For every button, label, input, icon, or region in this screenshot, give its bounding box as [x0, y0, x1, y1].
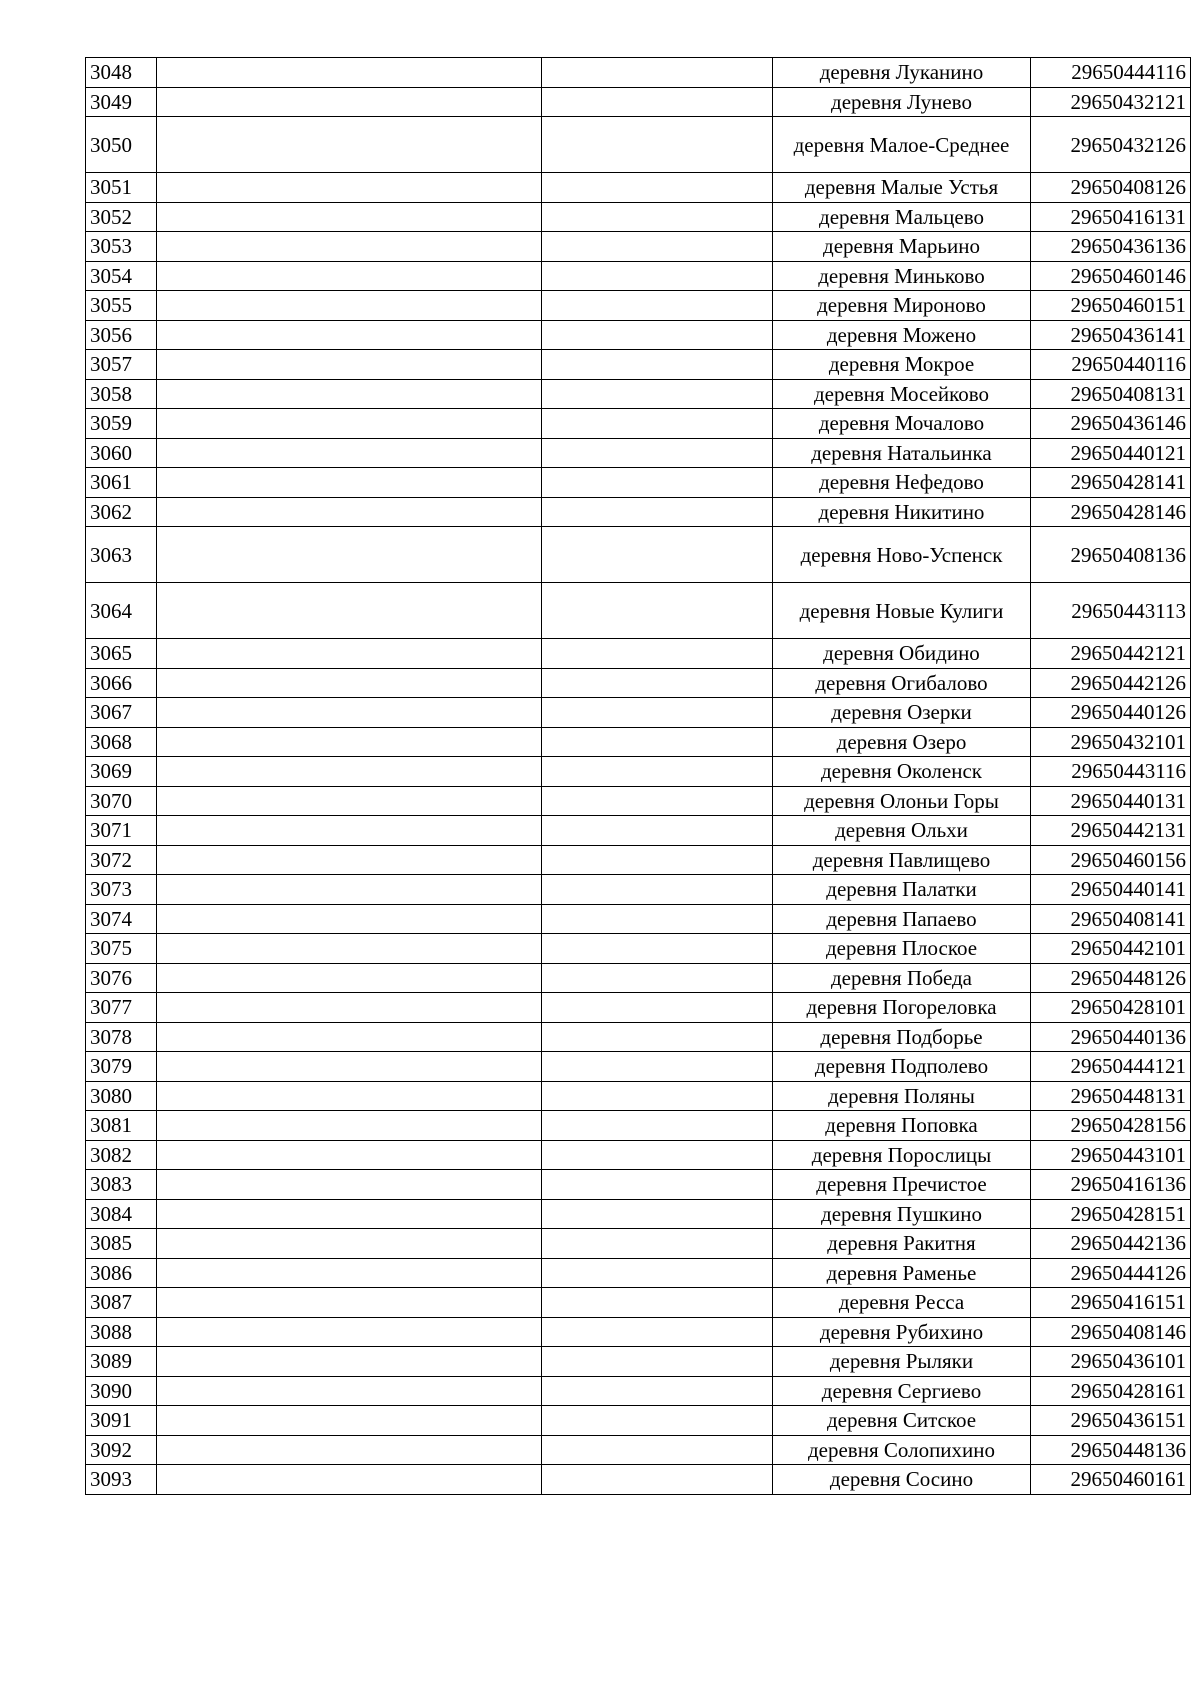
empty-cell [542, 438, 773, 468]
empty-cell [542, 1435, 773, 1465]
oktmo-code-cell: 29650440131 [1031, 786, 1191, 816]
table-row [86, 1317, 1191, 1347]
settlement-name-cell: деревня Малое-Среднее [773, 117, 1031, 173]
empty-cell [542, 350, 773, 380]
empty-cell [157, 1199, 542, 1229]
registry-table-body [86, 58, 1191, 1495]
settlement-name-cell: деревня Подборье [773, 1022, 1031, 1052]
empty-cell [157, 261, 542, 291]
oktmo-code-cell: 29650444121 [1031, 1052, 1191, 1082]
row-number-cell: 3066 [86, 668, 157, 698]
empty-cell [542, 173, 773, 203]
oktmo-code-cell: 29650443116 [1031, 757, 1191, 787]
row-number-cell: 3068 [86, 727, 157, 757]
table-row [86, 173, 1191, 203]
oktmo-code-cell: 29650432121 [1031, 87, 1191, 117]
empty-cell [157, 583, 542, 639]
oktmo-code-cell: 29650408141 [1031, 904, 1191, 934]
table-row [86, 786, 1191, 816]
settlement-name-cell: деревня Луканино [773, 58, 1031, 88]
row-number-cell: 3073 [86, 875, 157, 905]
empty-cell [542, 261, 773, 291]
row-number-cell: 3063 [86, 527, 157, 583]
table-row [86, 639, 1191, 669]
oktmo-code-cell: 29650408126 [1031, 173, 1191, 203]
table-row [86, 757, 1191, 787]
settlement-name-cell: деревня Огибалово [773, 668, 1031, 698]
row-number-cell: 3076 [86, 963, 157, 993]
settlement-name-cell: деревня Мокрое [773, 350, 1031, 380]
settlement-name-cell: деревня Рыляки [773, 1347, 1031, 1377]
empty-cell [542, 757, 773, 787]
row-number-cell: 3079 [86, 1052, 157, 1082]
row-number-cell: 3061 [86, 468, 157, 498]
table-row [86, 1288, 1191, 1318]
empty-cell [157, 497, 542, 527]
settlement-name-cell: деревня Подполево [773, 1052, 1031, 1082]
row-number-cell: 3081 [86, 1111, 157, 1141]
settlement-name-cell: деревня Пречистое [773, 1170, 1031, 1200]
oktmo-code-cell: 29650436141 [1031, 320, 1191, 350]
empty-cell [542, 668, 773, 698]
empty-cell [157, 934, 542, 964]
row-number-cell: 3085 [86, 1229, 157, 1259]
oktmo-code-cell: 29650440116 [1031, 350, 1191, 380]
empty-cell [542, 1140, 773, 1170]
empty-cell [542, 845, 773, 875]
oktmo-code-cell: 29650428141 [1031, 468, 1191, 498]
row-number-cell: 3078 [86, 1022, 157, 1052]
oktmo-code-cell: 29650428161 [1031, 1376, 1191, 1406]
row-number-cell: 3067 [86, 698, 157, 728]
oktmo-code-cell: 29650460151 [1031, 291, 1191, 321]
empty-cell [157, 468, 542, 498]
table-row [86, 816, 1191, 846]
oktmo-code-cell: 29650436151 [1031, 1406, 1191, 1436]
settlement-name-cell: деревня Марьино [773, 232, 1031, 262]
settlement-name-cell: деревня Пушкино [773, 1199, 1031, 1229]
table-row [86, 1465, 1191, 1495]
empty-cell [157, 1052, 542, 1082]
row-number-cell: 3082 [86, 1140, 157, 1170]
empty-cell [542, 1347, 773, 1377]
empty-cell [542, 1317, 773, 1347]
empty-cell [542, 409, 773, 439]
settlement-name-cell: деревня Мироново [773, 291, 1031, 321]
row-number-cell: 3071 [86, 816, 157, 846]
empty-cell [542, 934, 773, 964]
oktmo-code-cell: 29650432101 [1031, 727, 1191, 757]
settlement-name-cell: деревня Плоское [773, 934, 1031, 964]
table-row [86, 1140, 1191, 1170]
oktmo-code-cell: 29650436146 [1031, 409, 1191, 439]
empty-cell [542, 1376, 773, 1406]
row-number-cell: 3087 [86, 1288, 157, 1318]
oktmo-code-cell: 29650448131 [1031, 1081, 1191, 1111]
table-row [86, 350, 1191, 380]
empty-cell [157, 639, 542, 669]
settlement-name-cell: деревня Папаево [773, 904, 1031, 934]
empty-cell [542, 963, 773, 993]
empty-cell [157, 202, 542, 232]
settlement-name-cell: деревня Никитино [773, 497, 1031, 527]
row-number-cell: 3092 [86, 1435, 157, 1465]
row-number-cell: 3050 [86, 117, 157, 173]
row-number-cell: 3060 [86, 438, 157, 468]
settlement-name-cell: деревня Натальинка [773, 438, 1031, 468]
table-row [86, 698, 1191, 728]
empty-cell [542, 497, 773, 527]
settlement-name-cell: деревня Павлищево [773, 845, 1031, 875]
oktmo-code-cell: 29650440136 [1031, 1022, 1191, 1052]
table-row [86, 1435, 1191, 1465]
empty-cell [157, 438, 542, 468]
empty-cell [157, 1317, 542, 1347]
empty-cell [157, 320, 542, 350]
table-row [86, 261, 1191, 291]
row-number-cell: 3055 [86, 291, 157, 321]
settlement-name-cell: деревня Лунево [773, 87, 1031, 117]
empty-cell [542, 1199, 773, 1229]
row-number-cell: 3051 [86, 173, 157, 203]
oktmo-code-cell: 29650440141 [1031, 875, 1191, 905]
empty-cell [157, 698, 542, 728]
oktmo-code-cell: 29650408136 [1031, 527, 1191, 583]
table-row [86, 497, 1191, 527]
empty-cell [542, 993, 773, 1023]
oktmo-code-cell: 29650436136 [1031, 232, 1191, 262]
row-number-cell: 3084 [86, 1199, 157, 1229]
empty-cell [542, 379, 773, 409]
empty-cell [157, 232, 542, 262]
oktmo-code-cell: 29650428101 [1031, 993, 1191, 1023]
oktmo-code-cell: 29650432126 [1031, 117, 1191, 173]
empty-cell [157, 904, 542, 934]
oktmo-code-cell: 29650460161 [1031, 1465, 1191, 1495]
row-number-cell: 3075 [86, 934, 157, 964]
oktmo-code-cell: 29650442121 [1031, 639, 1191, 669]
table-row [86, 727, 1191, 757]
row-number-cell: 3077 [86, 993, 157, 1023]
empty-cell [157, 1140, 542, 1170]
empty-cell [157, 757, 542, 787]
empty-cell [542, 875, 773, 905]
table-row [86, 1081, 1191, 1111]
table-row [86, 1347, 1191, 1377]
empty-cell [157, 173, 542, 203]
empty-cell [157, 875, 542, 905]
settlement-name-cell: деревня Нефедово [773, 468, 1031, 498]
oktmo-code-cell: 29650444126 [1031, 1258, 1191, 1288]
empty-cell [157, 1376, 542, 1406]
table-row [86, 963, 1191, 993]
settlement-name-cell: деревня Ситское [773, 1406, 1031, 1436]
settlement-registry-table [85, 57, 1191, 1495]
table-row [86, 934, 1191, 964]
empty-cell [542, 1111, 773, 1141]
table-row [86, 1376, 1191, 1406]
settlement-name-cell: деревня Раменье [773, 1258, 1031, 1288]
empty-cell [542, 527, 773, 583]
empty-cell [157, 816, 542, 846]
row-number-cell: 3056 [86, 320, 157, 350]
table-row [86, 668, 1191, 698]
empty-cell [542, 232, 773, 262]
empty-cell [542, 1170, 773, 1200]
empty-cell [157, 845, 542, 875]
settlement-name-cell: деревня Озерки [773, 698, 1031, 728]
table-row [86, 232, 1191, 262]
oktmo-code-cell: 29650460156 [1031, 845, 1191, 875]
settlement-name-cell: деревня Ольхи [773, 816, 1031, 846]
settlement-name-cell: деревня Рубихино [773, 1317, 1031, 1347]
table-row [86, 468, 1191, 498]
oktmo-code-cell: 29650443113 [1031, 583, 1191, 639]
empty-cell [157, 993, 542, 1023]
row-number-cell: 3057 [86, 350, 157, 380]
row-number-cell: 3088 [86, 1317, 157, 1347]
empty-cell [157, 379, 542, 409]
empty-cell [542, 816, 773, 846]
row-number-cell: 3053 [86, 232, 157, 262]
table-row [86, 845, 1191, 875]
row-number-cell: 3058 [86, 379, 157, 409]
empty-cell [542, 583, 773, 639]
table-row [86, 875, 1191, 905]
oktmo-code-cell: 29650448136 [1031, 1435, 1191, 1465]
oktmo-code-cell: 29650440121 [1031, 438, 1191, 468]
settlement-name-cell: деревня Солопихино [773, 1435, 1031, 1465]
oktmo-code-cell: 29650416151 [1031, 1288, 1191, 1318]
settlement-name-cell: деревня Ново-Успенск [773, 527, 1031, 583]
empty-cell [542, 291, 773, 321]
empty-cell [157, 668, 542, 698]
settlement-name-cell: деревня Мосейково [773, 379, 1031, 409]
oktmo-code-cell: 29650442136 [1031, 1229, 1191, 1259]
empty-cell [157, 1111, 542, 1141]
settlement-name-cell: деревня Победа [773, 963, 1031, 993]
row-number-cell: 3093 [86, 1465, 157, 1495]
empty-cell [157, 291, 542, 321]
table-row [86, 1229, 1191, 1259]
row-number-cell: 3083 [86, 1170, 157, 1200]
settlement-name-cell: деревня Погореловка [773, 993, 1031, 1023]
row-number-cell: 3052 [86, 202, 157, 232]
settlement-name-cell: деревня Мальцево [773, 202, 1031, 232]
row-number-cell: 3070 [86, 786, 157, 816]
oktmo-code-cell: 29650440126 [1031, 698, 1191, 728]
empty-cell [542, 727, 773, 757]
row-number-cell: 3049 [86, 87, 157, 117]
row-number-cell: 3064 [86, 583, 157, 639]
empty-cell [542, 904, 773, 934]
empty-cell [157, 527, 542, 583]
row-number-cell: 3072 [86, 845, 157, 875]
row-number-cell: 3059 [86, 409, 157, 439]
settlement-name-cell: деревня Можено [773, 320, 1031, 350]
settlement-name-cell: деревня Миньково [773, 261, 1031, 291]
table-row [86, 117, 1191, 173]
oktmo-code-cell: 29650428146 [1031, 497, 1191, 527]
settlement-name-cell: деревня Сосино [773, 1465, 1031, 1495]
empty-cell [542, 1465, 773, 1495]
empty-cell [542, 786, 773, 816]
oktmo-code-cell: 29650436101 [1031, 1347, 1191, 1377]
oktmo-code-cell: 29650428156 [1031, 1111, 1191, 1141]
empty-cell [542, 1081, 773, 1111]
oktmo-code-cell: 29650443101 [1031, 1140, 1191, 1170]
table-row [86, 1022, 1191, 1052]
empty-cell [157, 1465, 542, 1495]
table-row [86, 583, 1191, 639]
settlement-name-cell: деревня Ресса [773, 1288, 1031, 1318]
table-row [86, 379, 1191, 409]
empty-cell [157, 1435, 542, 1465]
oktmo-code-cell: 29650428151 [1031, 1199, 1191, 1229]
empty-cell [542, 698, 773, 728]
empty-cell [157, 1022, 542, 1052]
row-number-cell: 3089 [86, 1347, 157, 1377]
table-row [86, 993, 1191, 1023]
empty-cell [157, 1258, 542, 1288]
empty-cell [542, 1229, 773, 1259]
oktmo-code-cell: 29650460146 [1031, 261, 1191, 291]
table-row [86, 1111, 1191, 1141]
empty-cell [157, 1406, 542, 1436]
row-number-cell: 3065 [86, 639, 157, 669]
oktmo-code-cell: 29650442126 [1031, 668, 1191, 698]
table-row [86, 1199, 1191, 1229]
settlement-name-cell: деревня Олоньи Горы [773, 786, 1031, 816]
empty-cell [157, 786, 542, 816]
oktmo-code-cell: 29650444116 [1031, 58, 1191, 88]
empty-cell [542, 1288, 773, 1318]
row-number-cell: 3090 [86, 1376, 157, 1406]
table-row [86, 409, 1191, 439]
settlement-name-cell: деревня Ракитня [773, 1229, 1031, 1259]
table-row [86, 1258, 1191, 1288]
row-number-cell: 3069 [86, 757, 157, 787]
table-row [86, 58, 1191, 88]
table-row [86, 202, 1191, 232]
settlement-name-cell: деревня Поляны [773, 1081, 1031, 1111]
row-number-cell: 3062 [86, 497, 157, 527]
empty-cell [542, 639, 773, 669]
empty-cell [542, 1258, 773, 1288]
empty-cell [157, 727, 542, 757]
table-row [86, 904, 1191, 934]
settlement-name-cell: деревня Озеро [773, 727, 1031, 757]
table-row [86, 438, 1191, 468]
empty-cell [542, 320, 773, 350]
row-number-cell: 3091 [86, 1406, 157, 1436]
oktmo-code-cell: 29650442131 [1031, 816, 1191, 846]
settlement-name-cell: деревня Сергиево [773, 1376, 1031, 1406]
oktmo-code-cell: 29650416136 [1031, 1170, 1191, 1200]
table-row [86, 87, 1191, 117]
empty-cell [157, 963, 542, 993]
settlement-name-cell: деревня Малые Устья [773, 173, 1031, 203]
empty-cell [542, 468, 773, 498]
settlement-name-cell: деревня Обидино [773, 639, 1031, 669]
empty-cell [157, 350, 542, 380]
empty-cell [157, 58, 542, 88]
oktmo-code-cell: 29650408146 [1031, 1317, 1191, 1347]
settlement-name-cell: деревня Мочалово [773, 409, 1031, 439]
table-row [86, 1052, 1191, 1082]
empty-cell [542, 202, 773, 232]
empty-cell [157, 1081, 542, 1111]
oktmo-code-cell: 29650416131 [1031, 202, 1191, 232]
empty-cell [157, 1170, 542, 1200]
table-row [86, 320, 1191, 350]
empty-cell [542, 87, 773, 117]
row-number-cell: 3074 [86, 904, 157, 934]
table-row [86, 527, 1191, 583]
settlement-name-cell: деревня Палатки [773, 875, 1031, 905]
empty-cell [542, 58, 773, 88]
settlement-name-cell: деревня Новые Кулиги [773, 583, 1031, 639]
oktmo-code-cell: 29650408131 [1031, 379, 1191, 409]
oktmo-code-cell: 29650442101 [1031, 934, 1191, 964]
empty-cell [542, 1022, 773, 1052]
empty-cell [157, 1229, 542, 1259]
settlement-name-cell: деревня Порослицы [773, 1140, 1031, 1170]
row-number-cell: 3054 [86, 261, 157, 291]
settlement-name-cell: деревня Поповка [773, 1111, 1031, 1141]
row-number-cell: 3080 [86, 1081, 157, 1111]
empty-cell [542, 1406, 773, 1436]
empty-cell [157, 1288, 542, 1318]
table-row [86, 1170, 1191, 1200]
empty-cell [157, 409, 542, 439]
empty-cell [542, 1052, 773, 1082]
empty-cell [157, 87, 542, 117]
table-row [86, 291, 1191, 321]
empty-cell [157, 1347, 542, 1377]
empty-cell [542, 117, 773, 173]
empty-cell [157, 117, 542, 173]
table-row [86, 1406, 1191, 1436]
settlement-name-cell: деревня Околенск [773, 757, 1031, 787]
row-number-cell: 3048 [86, 58, 157, 88]
row-number-cell: 3086 [86, 1258, 157, 1288]
oktmo-code-cell: 29650448126 [1031, 963, 1191, 993]
